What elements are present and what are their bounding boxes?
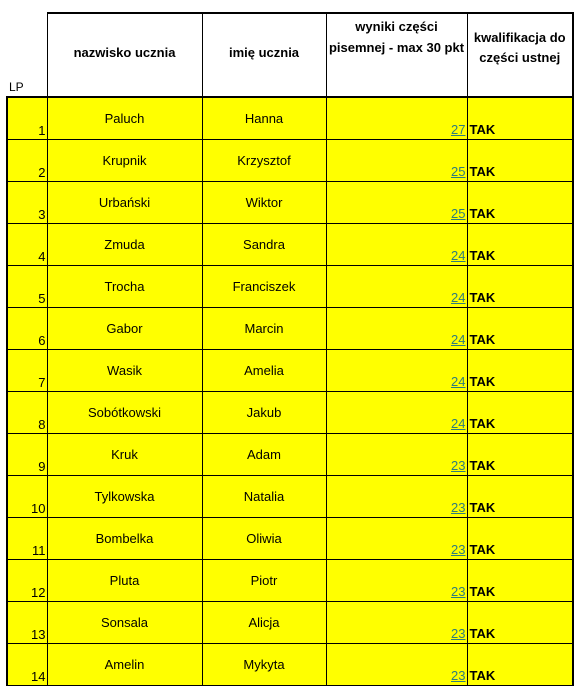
first-name-cell[interactable]: Sandra [202,224,326,266]
score-link[interactable]: 23 [451,668,466,683]
surname-cell[interactable]: Krupnik [47,140,202,182]
lp-cell[interactable]: 9 [7,434,47,476]
first-name-cell[interactable]: Hanna [202,97,326,140]
lp-cell[interactable]: 6 [7,308,47,350]
score-link[interactable]: 27 [451,122,466,137]
score-link[interactable]: 25 [451,206,466,221]
qualification-cell[interactable]: TAK [467,308,573,350]
score-cell[interactable] [326,308,467,350]
surname-cell[interactable]: Paluch [47,97,202,140]
first-name-cell[interactable]: Mykyta [202,644,326,686]
first-name-cell[interactable]: Amelia [202,350,326,392]
qualification-cell[interactable]: TAK [467,392,573,434]
score-cell[interactable] [326,602,467,644]
table-row [7,602,573,644]
header-lp[interactable]: LP [7,13,47,97]
qualification-cell[interactable]: TAK [467,182,573,224]
table-row [7,350,573,392]
score-cell[interactable] [326,560,467,602]
score-cell[interactable] [326,644,467,686]
score-link[interactable]: 24 [451,332,466,347]
first-name-cell[interactable]: Marcin [202,308,326,350]
table-row [7,560,573,602]
lp-cell[interactable]: 7 [7,350,47,392]
qualification-cell[interactable]: TAK [467,266,573,308]
lp-cell[interactable]: 12 [7,560,47,602]
surname-cell[interactable]: Bombelka [47,518,202,560]
surname-cell[interactable]: Trocha [47,266,202,308]
surname-cell[interactable]: Sobótkowski [47,392,202,434]
first-name-cell[interactable]: Krzysztof [202,140,326,182]
lp-cell[interactable]: 1 [7,97,47,140]
surname-cell[interactable]: Kruk [47,434,202,476]
surname-cell[interactable]: Wasik [47,350,202,392]
score-cell[interactable] [326,476,467,518]
score-link[interactable]: 25 [451,164,466,179]
table-row [7,308,573,350]
surname-cell[interactable]: Tylkowska [47,476,202,518]
score-link[interactable]: 24 [451,248,466,263]
qualification-cell[interactable]: TAK [467,644,573,686]
header-score[interactable]: wyniki części pisemnej - max 30 pkt [326,13,467,97]
lp-cell[interactable]: 2 [7,140,47,182]
score-cell[interactable] [326,518,467,560]
score-link[interactable]: 23 [451,500,466,515]
first-name-cell[interactable]: Natalia [202,476,326,518]
score-cell[interactable] [326,392,467,434]
surname-cell[interactable]: Urbański [47,182,202,224]
first-name-cell[interactable]: Alicja [202,602,326,644]
score-cell[interactable] [326,434,467,476]
first-name-cell[interactable]: Oliwia [202,518,326,560]
score-cell[interactable] [326,224,467,266]
score-link[interactable]: 23 [451,626,466,641]
score-link[interactable]: 23 [451,458,466,473]
qualification-cell[interactable]: TAK [467,140,573,182]
score-link[interactable]: 23 [451,584,466,599]
surname-cell[interactable]: Sonsala [47,602,202,644]
first-name-cell[interactable]: Adam [202,434,326,476]
table-row [7,518,573,560]
surname-cell[interactable]: Pluta [47,560,202,602]
qualification-cell[interactable]: TAK [467,350,573,392]
lp-cell[interactable]: 14 [7,644,47,686]
first-name-cell[interactable]: Jakub [202,392,326,434]
qualification-cell[interactable]: TAK [467,602,573,644]
qualification-cell[interactable]: TAK [467,518,573,560]
score-link[interactable]: 23 [451,542,466,557]
qualification-cell[interactable]: TAK [467,476,573,518]
table-row [7,434,573,476]
lp-cell[interactable]: 13 [7,602,47,644]
table-row [7,97,573,140]
lp-cell[interactable]: 11 [7,518,47,560]
score-cell[interactable] [326,350,467,392]
lp-cell[interactable]: 3 [7,182,47,224]
header-surname[interactable]: nazwisko ucznia [47,13,202,97]
lp-cell[interactable]: 8 [7,392,47,434]
score-link[interactable]: 24 [451,374,466,389]
table-row [7,476,573,518]
table-row [7,266,573,308]
first-name-cell[interactable]: Piotr [202,560,326,602]
lp-cell[interactable]: 5 [7,266,47,308]
score-link[interactable]: 24 [451,290,466,305]
lp-cell[interactable]: 10 [7,476,47,518]
surname-cell[interactable]: Gabor [47,308,202,350]
table-row [7,644,573,686]
score-cell[interactable] [326,97,467,140]
table-row [7,392,573,434]
surname-cell[interactable]: Amelin [47,644,202,686]
table-row [7,224,573,266]
score-cell[interactable] [326,266,467,308]
table-body [7,97,573,686]
header-first-name[interactable]: imię ucznia [202,13,326,97]
score-cell[interactable] [326,140,467,182]
qualification-cell[interactable]: TAK [467,560,573,602]
first-name-cell[interactable]: Franciszek [202,266,326,308]
qualification-cell[interactable]: TAK [467,224,573,266]
header-qualification[interactable]: kwalifikacja do części ustnej [467,13,573,97]
lp-cell[interactable]: 4 [7,224,47,266]
score-cell[interactable] [326,182,467,224]
results-table [6,12,574,686]
score-link[interactable]: 24 [451,416,466,431]
first-name-cell[interactable]: Wiktor [202,182,326,224]
qualification-cell[interactable]: TAK [467,97,573,140]
table-row [7,182,573,224]
header-row [7,13,573,97]
qualification-cell[interactable]: TAK [467,434,573,476]
surname-cell[interactable]: Zmuda [47,224,202,266]
table-row [7,140,573,182]
